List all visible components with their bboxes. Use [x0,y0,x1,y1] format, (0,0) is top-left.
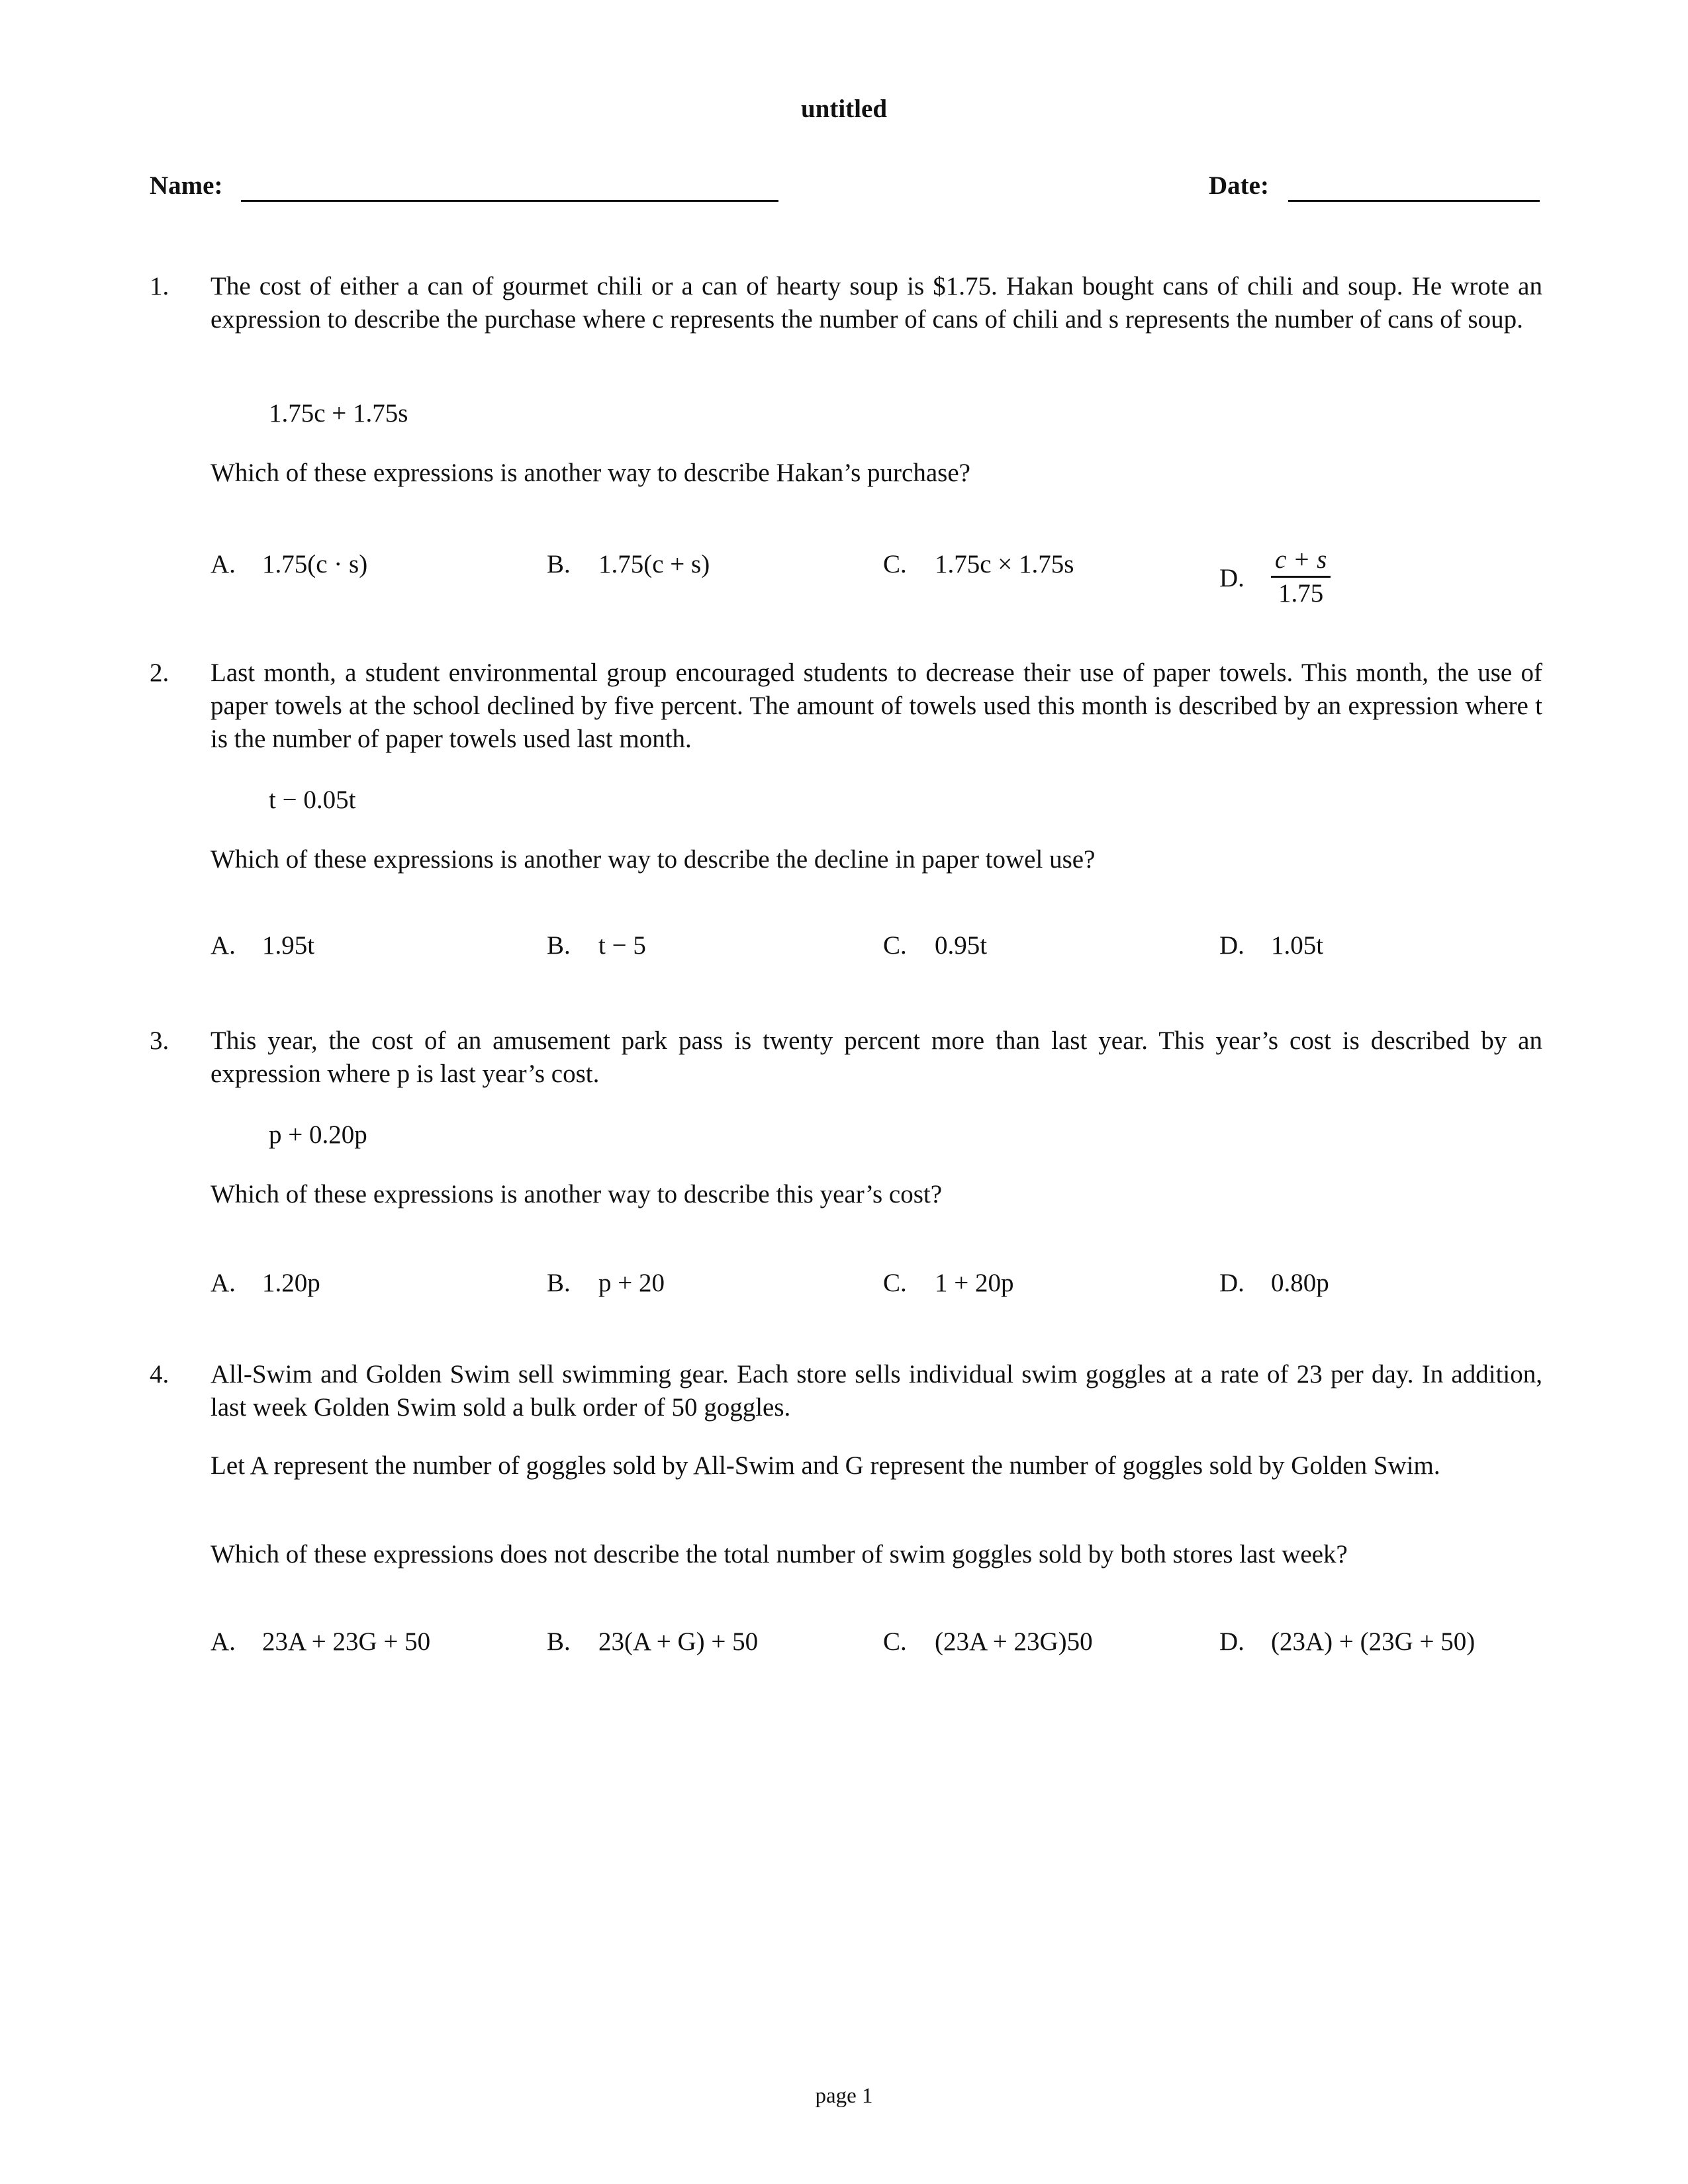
choice-letter: B. [547,550,571,578]
choice-letter: B. [547,1269,571,1297]
choice-d[interactable] [1219,929,1323,962]
choice-letter: C. [883,1269,907,1297]
choice-text: (23A) + (23G + 50) [1271,1627,1476,1656]
choice-letter: C. [883,931,907,960]
page-title: untitled [800,95,888,123]
choice-letter: A. [211,1269,236,1297]
choice-text: p + 20 [598,1269,665,1297]
question-number: 2. [150,659,169,687]
choice-c[interactable] [883,1625,1093,1659]
choice-a[interactable] [211,1267,320,1300]
question-number: 1. [150,272,169,300]
choice-d[interactable] [1219,545,1331,614]
question-prompt: Which of these expressions does not describe the total number of swim goggles sold by both stores last week? [211,1540,1348,1569]
question-text [211,1358,1542,1482]
question-3 [150,1024,1542,1316]
choice-b[interactable] [547,929,646,962]
choice-letter: C. [883,1627,907,1656]
question-prompt: Which of these expressions is another way to describe the decline in paper towel use? [211,845,1096,874]
question-text [211,1024,1542,1091]
choice-b[interactable] [547,1267,665,1300]
choice-a[interactable] [211,929,314,962]
choice-letter: B. [547,1627,571,1656]
fraction-numerator: c + s [1271,544,1331,578]
choice-text: 23(A + G) + 50 [598,1627,759,1656]
choice-letter: A. [211,1627,236,1656]
question-expression: t − 0.05t [269,786,356,814]
choice-d[interactable] [1219,1267,1329,1300]
choice-letter: A. [211,931,236,960]
question-paragraph: All-Swim and Golden Swim sell swimming gear. Each store sells individual swim goggles at a rate of 23 per day. In addition, last week Golden Swim sold a bulk order of 50 goggles. [211,1360,1542,1422]
question-number: 4. [150,1360,169,1388]
choice-letter: D. [1219,1627,1244,1656]
choice-letter: D. [1219,564,1244,593]
choice-text: 1.75(c · s) [262,550,368,578]
choice-text: 1.95t [262,931,315,960]
choice-text: 1.05t [1271,931,1324,960]
choice-letter: B. [547,931,571,960]
question-expression: 1.75c + 1.75s [269,399,408,428]
name-field-line[interactable] [241,200,778,202]
choice-c[interactable] [883,929,987,962]
choice-text: (23A + 23G)50 [935,1627,1093,1656]
choice-a[interactable] [211,548,367,581]
choice-letter: C. [883,550,907,578]
fraction [1271,544,1331,610]
question-paragraph: Let A represent the number of goggles sold by All-Swim and G represent the number of goggles sold by Golden Swim. [211,1451,1440,1480]
choice-text: t − 5 [598,931,646,960]
choice-text: 1.20p [262,1269,320,1297]
name-label: Name: [150,171,223,200]
date-field-line[interactable] [1288,200,1540,202]
question-paragraph: The cost of either a can of gourmet chili or a can of hearty soup is $1.75. Hakan bought cans of chili and soup. He wrote an expression to describe the purchase where c represents the number of cans of chili and s represents the number of cans of soup. [211,272,1542,334]
choice-letter: D. [1219,931,1244,960]
choice-c[interactable] [883,1267,1014,1300]
choice-letter: D. [1219,1269,1244,1297]
fraction-denominator: 1.75 [1278,579,1324,608]
question-prompt: Which of these expressions is another way to describe Hakan’s purchase? [211,459,970,487]
choice-a[interactable] [211,1625,430,1659]
choice-c[interactable] [883,548,1074,581]
choice-d[interactable] [1219,1625,1475,1659]
choice-text: 1 + 20p [935,1269,1014,1297]
header-row [150,169,1540,209]
question-prompt: Which of these expressions is another way to describe this year’s cost? [211,1180,943,1208]
choice-text: 1.75(c + s) [598,550,710,578]
question-paragraph: This year, the cost of an amusement park pass is twenty percent more than last year. This year’s cost is described by an expression where p is last year’s cost. [211,1026,1542,1088]
choice-text: 0.80p [1271,1269,1329,1297]
question-expression: p + 0.20p [269,1120,367,1149]
choice-b[interactable] [547,1625,758,1659]
choice-text: 0.95t [935,931,988,960]
choice-b[interactable] [547,548,710,581]
question-text [211,657,1542,756]
choice-text: 23A + 23G + 50 [262,1627,431,1656]
question-text [211,270,1542,336]
question-1 [150,270,1542,614]
question-2 [150,657,1542,974]
choice-text: 1.75c × 1.75s [935,550,1074,578]
date-label: Date: [1209,171,1269,200]
choice-letter: A. [211,550,236,578]
question-4 [150,1358,1542,1676]
question-paragraph: Last month, a student environmental group encouraged students to decrease their use of paper towels. This month, the use of paper towels at the school declined by five percent. The amount of towels used this month is described by an expression where t is the number of paper towels used last month. [211,659,1542,753]
page-footer: page 1 [815,2084,873,2108]
question-number: 3. [150,1026,169,1055]
